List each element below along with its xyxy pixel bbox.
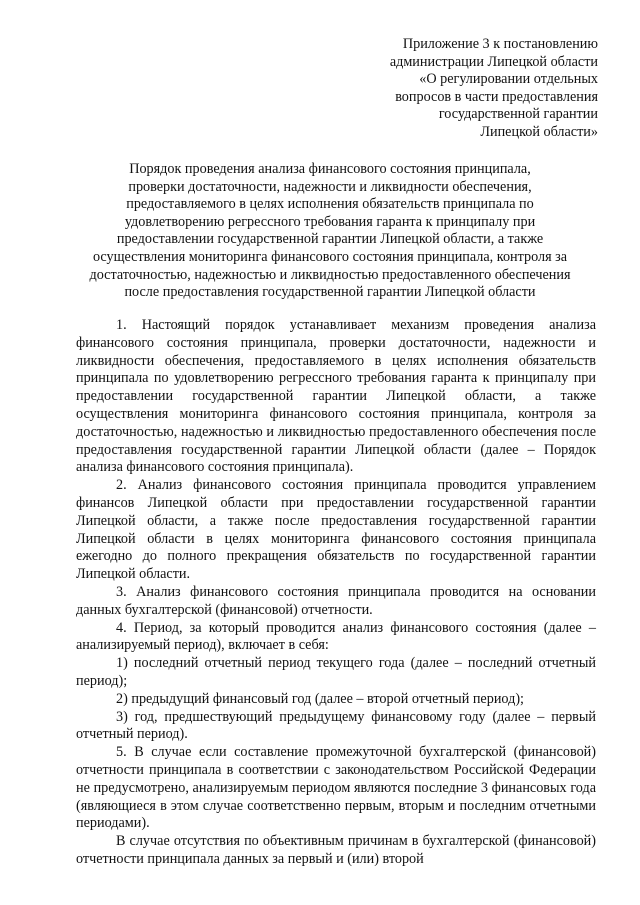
title-line: предоставлении государственной гарантии Липецкой области, а также [116,231,544,248]
title-line: после предоставления государственной гарантии Липецкой области [124,284,536,301]
title-line: предоставляемого в целях исполнения обязательств принципала по [126,196,534,213]
title-line: удовлетворению регрессного требования гаранта к принципалу при [124,213,536,230]
paragraph-5: 5. В случае если составление промежуточной бухгалтерской (финансовой) отчетности принципала в соответствии с законодательством Российской Федерации не предусмотрено, анализируемым периодом являются последние 3 финансовых года (являющиеся в этом случае соответственно первым, вторым и последним отчетными периодами). [76,744,596,832]
paragraph-4-item-2: 2) предыдущий финансовый год (далее – второй отчетный период); [116,690,524,707]
title-line: Порядок проведения анализа финансового состояния принципала, [129,161,531,177]
title-line: проверки достаточности, надежности и ликвидности обеспечения, [128,178,532,195]
appendix-line: администрации Липецкой области [389,53,598,70]
title-line: достаточностью, надежностью и ликвидностью предоставленного обеспечения [89,266,571,283]
appendix-line: вопросов в части предоставления [395,88,598,105]
paragraph-4: 4. Период, за который проводится анализ финансового состояния (далее – анализируемый период), включает в себя: [76,619,596,654]
title-line: осуществления мониторинга финансового состояния принципала, контроля за [92,248,568,265]
document-body [76,317,596,869]
paragraph-4-item-1: 1) последний отчетный период текущего года (далее – последний отчетный период); [76,655,596,689]
paragraph-5-continued: В случае отсутствия по объективным причинам в бухгалтерской (финансовой) отчетности принципала данных за первый и (или) второй [76,833,596,867]
paragraph-3: 3. Анализ финансового состояния принципала проводится на основании данных бухгалтерской (финансовой) отчетности. [76,583,596,618]
appendix-line: «О регулировании отдельных [419,71,598,88]
appendix-line: государственной гарантии [438,106,598,123]
appendix-line: Липецкой области» [480,123,598,140]
document-title [60,161,600,302]
appendix-line: Приложение 3 к постановлению [402,36,598,52]
paragraph-4-item-3: 3) год, предшествующий предыдущему финансовому году (далее – первый отчетный период). [76,708,596,743]
appendix-header [338,36,598,142]
paragraph-1: 1. Настоящий порядок устанавливает механизм проведения анализа финансового состояния принципала, проверки достаточности, надежности и ликвидности обеспечения, предоставляемого в целях исполнения обязательств принципала по удовлетворению регрессного требования гаранта к принципалу при предоставлении государственной гарантии Липецкой области, а также осуществления мониторинга финансового состояния принципала, контроля за достаточностью, надежностью и ликвидностью предоставленного обеспечения после предоставления государственной гарантии Липецкой области (далее – Порядок анализа финансового состояния принципала). [76,317,596,476]
paragraph-2: 2. Анализ финансового состояния принципала проводится управлением финансов Липецкой области при предоставлении государственной гарантии Липецкой области, а также после предоставления государственной гарантии Липецкой области в целях мониторинга финансового состояния принципала ежегодно до полного прекращения обязательств по государственной гарантии Липецкой области. [76,477,596,583]
